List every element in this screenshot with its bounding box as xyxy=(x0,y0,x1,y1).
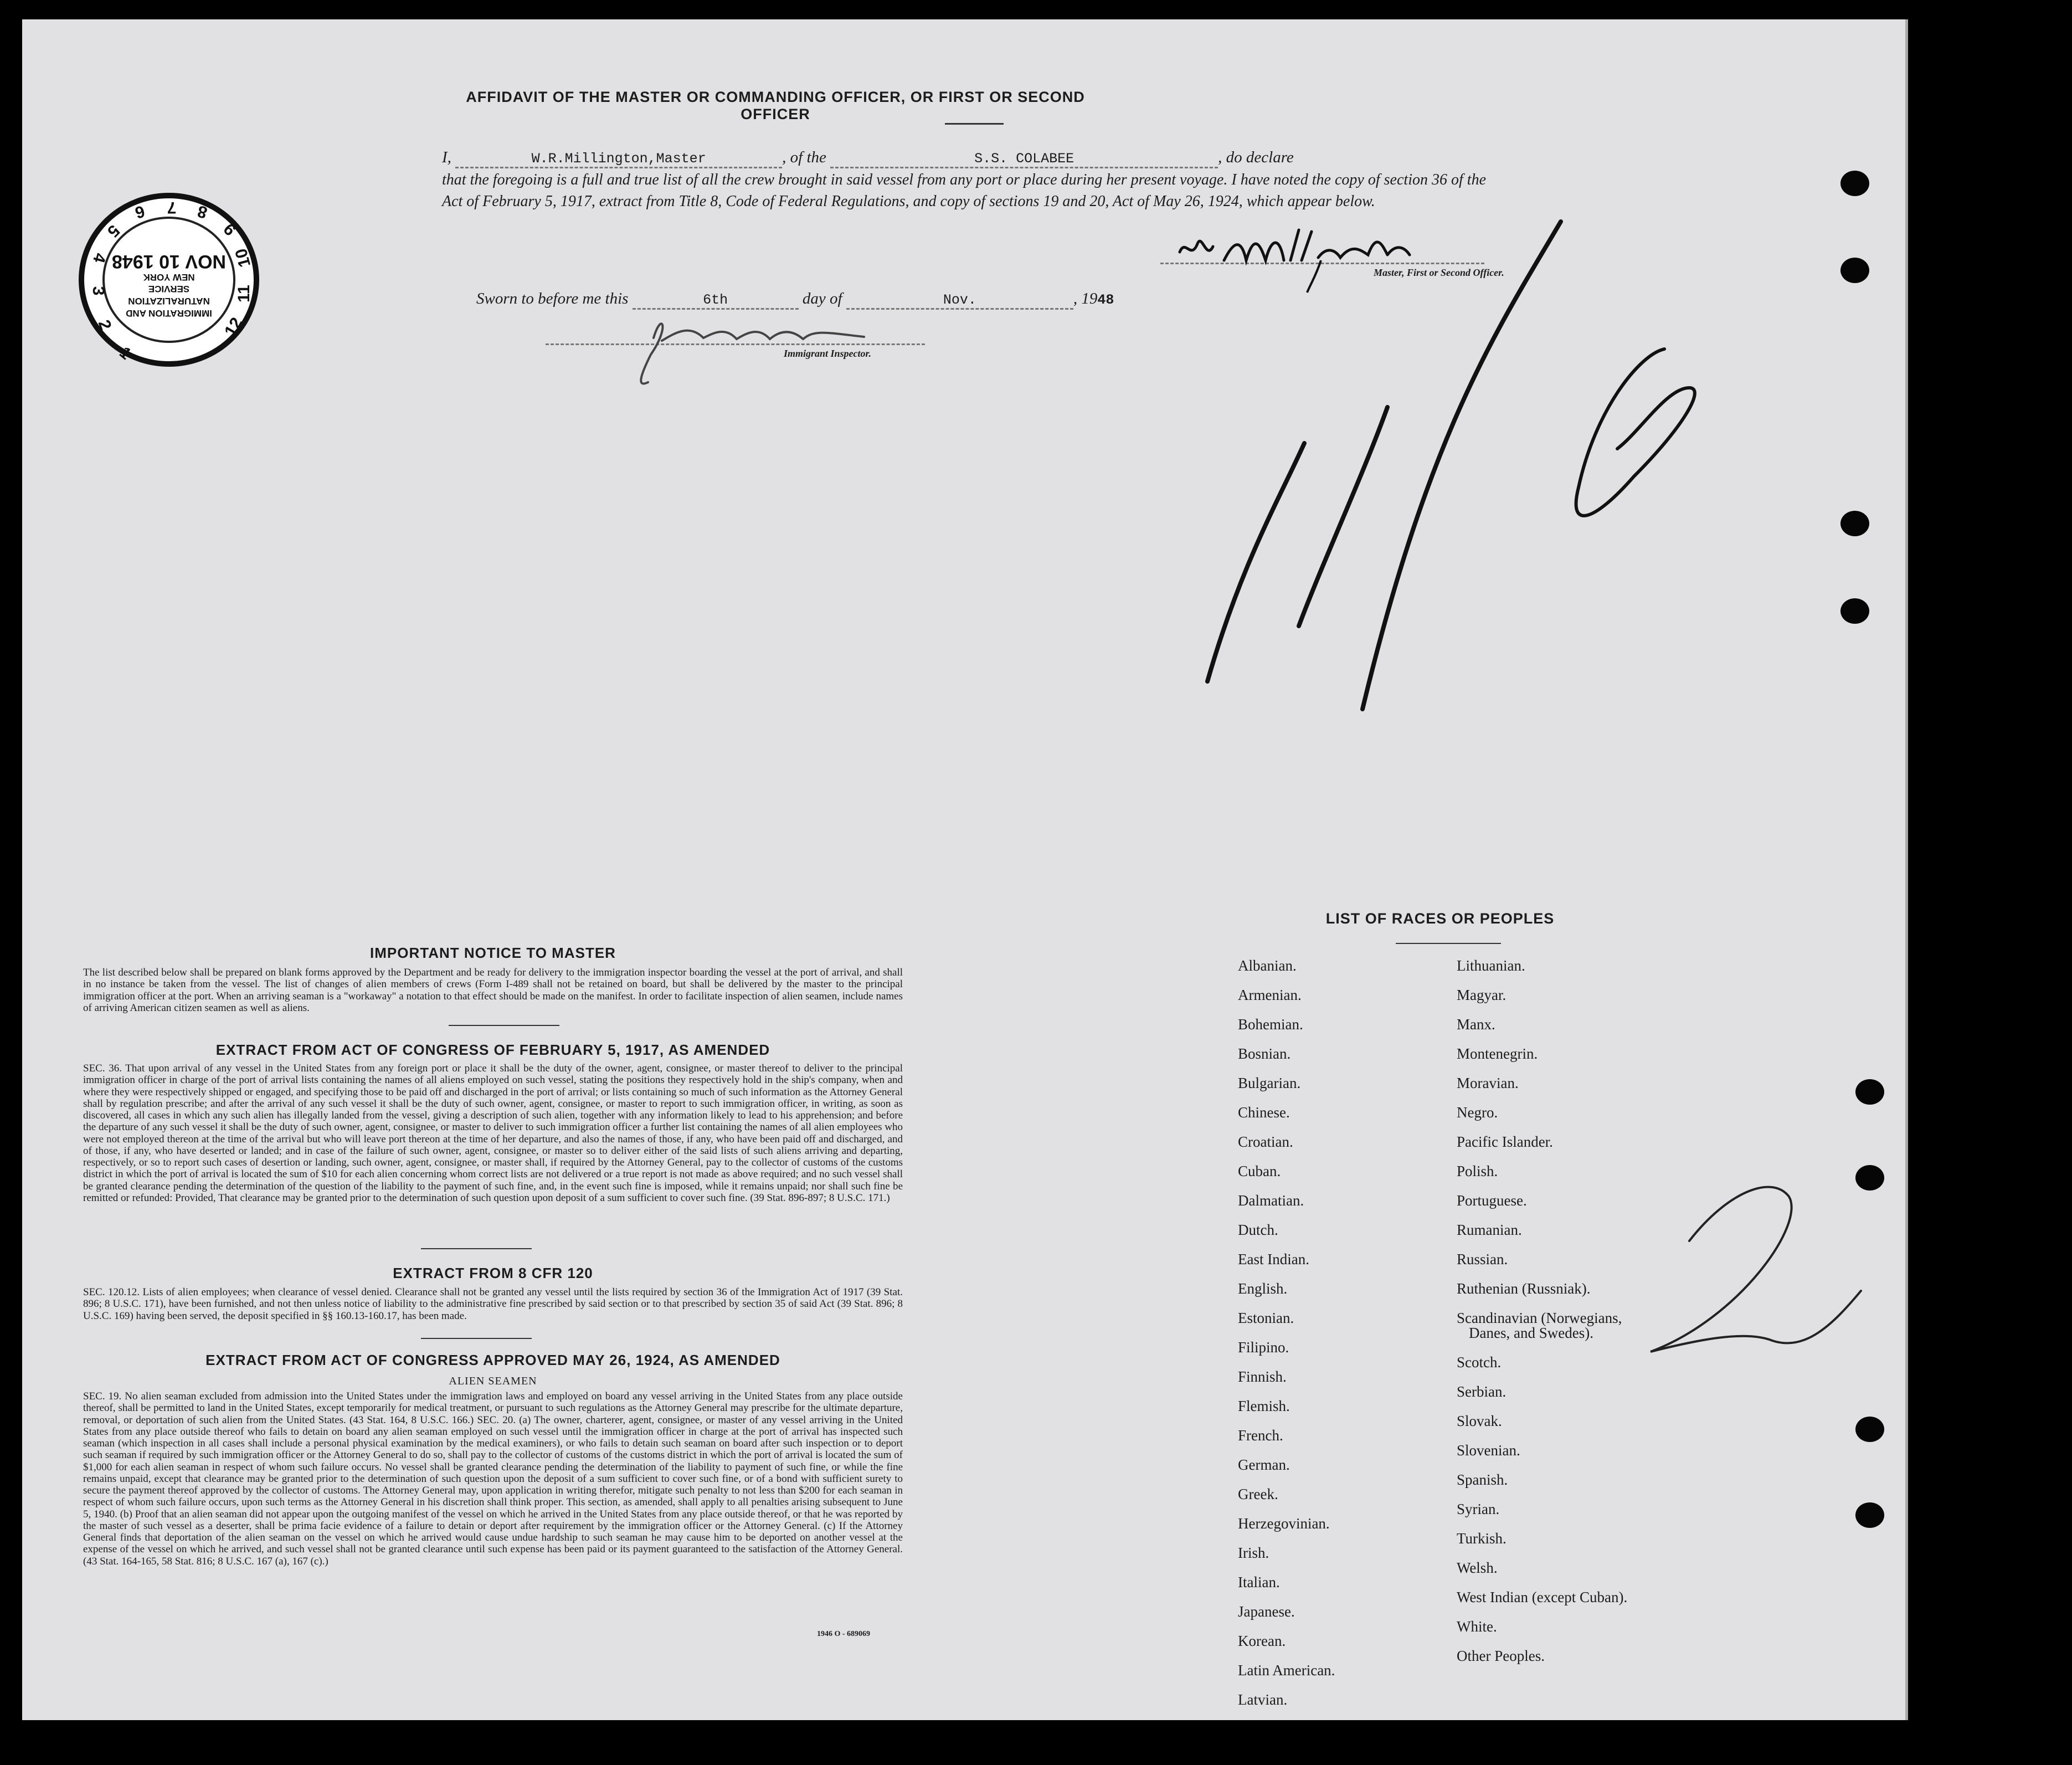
race-item: Magyar. xyxy=(1457,987,1507,1003)
extract-1924-subtitle: ALIEN SEAMEN xyxy=(449,1375,537,1387)
stamp-ring-number: 10 xyxy=(232,247,255,269)
race-item: Montenegrin. xyxy=(1457,1045,1538,1062)
race-item: Moravian. xyxy=(1457,1075,1519,1091)
race-item: Pacific Islander. xyxy=(1457,1133,1553,1150)
race-item: French. xyxy=(1238,1427,1283,1444)
race-item: Greek. xyxy=(1238,1486,1278,1502)
race-item: Latin American. xyxy=(1238,1662,1335,1679)
race-item: Bosnian. xyxy=(1238,1045,1291,1062)
notice-title: IMPORTANT NOTICE TO MASTER xyxy=(370,945,616,961)
do-declare-label: , do declare xyxy=(1218,148,1294,166)
divider xyxy=(1396,943,1501,944)
race-item: English. xyxy=(1238,1280,1288,1297)
declaration-text: that the foregoing is a full and true list of all the crew brought in said vessel from any port or place during her present voyage. I have noted the copy of section 36 of the Act of February 5, 1917, extract from Title 8, Code of Federal Regulations, and copy of sections 19 and 20, Act of May 26, 1924, which appear below. xyxy=(442,171,1486,210)
stamp-ring-number: 2 xyxy=(94,317,115,333)
race-item: Negro. xyxy=(1457,1104,1498,1121)
race-item: Ruthenian (Russniak). xyxy=(1457,1280,1591,1297)
day-of-label: day of xyxy=(802,290,842,307)
race-item: Turkish. xyxy=(1457,1530,1507,1547)
extract-1917-title: EXTRACT FROM ACT OF CONGRESS OF FEBRUARY 5, 1917, AS AMENDED xyxy=(215,1041,770,1058)
stamp-ring-number: 6 xyxy=(133,202,147,222)
race-item: Japanese. xyxy=(1238,1603,1295,1620)
race-item: Slovak. xyxy=(1457,1413,1502,1429)
stamp-date: NOV 10 1948 xyxy=(111,251,227,272)
vessel-name: S.S. COLABEE xyxy=(974,151,1074,167)
race-item: Irish. xyxy=(1238,1545,1269,1561)
stamp-ring-number: 11 xyxy=(235,285,253,302)
notice-text: The list described below shall be prepared on blank forms approved by the Department and be ready for delivery to the immigration inspector boarding the vessel at the port of arrival, and shall in no instance be taken from the vessel. The list of changes of alien members of crews (Form I-489 shall not be retained on board, but shall be delivered by the master to the principal immigration officer at the port. When an arriving seaman is a "workaway" a notation to that effect should be made on the manifest. In order to facilitate inspection of alien seamen, include names of arriving American citizen seamen as well as aliens. xyxy=(83,967,903,1014)
race-item: Dutch. xyxy=(1238,1222,1278,1238)
race-item: Manx. xyxy=(1457,1016,1495,1033)
races-right-column xyxy=(1457,957,1627,1677)
svg-text:NATURALIZATION: NATURALIZATION xyxy=(128,296,210,306)
race-item: Italian. xyxy=(1238,1574,1280,1590)
race-item: Cuban. xyxy=(1238,1163,1281,1179)
stamp-ring-number: 3 xyxy=(89,286,107,296)
race-item: Serbian. xyxy=(1457,1383,1507,1400)
race-item: Bulgarian. xyxy=(1238,1075,1301,1091)
extract-1924-text: SEC. 19. No alien seaman excluded from admission into the United States under the immigration laws and employed on board any vessel arriving in the United States from any place outside thereof, shall be permitted to land in the United States, except temporarily for medical treatment, or pursuant to such regulations as the Attorney General may prescribe for the ultimate departure, removal, or deportation of such alien from the United States. (43 Stat. 164, 8 U.S.C. 166.) SEC. 20. (a) The owner, charterer, agent, consignee, or master of any vessel arriving in the United States from any place outside thereof who fails to detain on board any alien seaman employed on such vessel until the immigration officer in charge at the port of arrival has inspected such seaman (which inspection in all cases shall include a personal physical examination by the medical examiners), or who fails to detain such seaman on board after such inspection or to deport such seaman if required by such immigration officer or the Attorney General to do so, shall pay to the collector of customs of the customs district in which the port of arrival is located the sum of $1,000 for each alien seaman in respect of whom such failure occurs. No vessel shall be granted clearance pending the determination of the liability to payment of such fine, or while the fine remains unpaid, except that clearance may be granted prior to the determination of such question upon the deposit of a sum sufficient to cover such fine, or of a bond with sufficient surety to secure the payment thereof approved by the collector of customs. The Attorney General may, upon application in writing therefor, mitigate such penalty to not less than $200 for each seaman in respect of whom such failure occurs, upon such terms as the Attorney General in his discretion shall think proper. This section, as amended, shall apply to all penalties arising subsequent to June 5, 1940. (b) Proof that an alien seaman did not appear upon the outgoing manifest of the vessel on which he arrived in the United States from any place outside thereof, or that he was reported by the master of such vessel as a deserter, shall be prima facie evidence of a failure to detain or deport after requirement by the immigration officer or the Attorney General. (c) If the Attorney General finds that deportation of the alien seaman on the vessel on which he arrived would cause undue hardship to such seaman he may cause him to be deported on another vessel at the expense of the vessel on which he arrived, and such vessel shall not be granted clearance until such expense has been paid or its payment guaranteed to the satisfaction of the Attorney General. (43 Stat. 164-165, 58 Stat. 816; 8 U.S.C. 167 (a), 167 (c).) xyxy=(83,1391,903,1567)
inspector-caption: Immigrant Inspector. xyxy=(784,348,872,359)
master-name: W.R.Millington,Master xyxy=(531,151,706,167)
race-item: Dalmatian. xyxy=(1238,1192,1304,1209)
race-item: White. xyxy=(1457,1618,1497,1635)
race-item: Finnish. xyxy=(1238,1368,1287,1385)
race-item: Scandinavian (Norwegians, xyxy=(1457,1310,1622,1326)
stamp-ring-number: 9 xyxy=(220,219,240,239)
race-item: Danes, and Swedes). xyxy=(1469,1325,1593,1341)
race-item: Welsh. xyxy=(1457,1559,1498,1576)
race-item: Other Peoples. xyxy=(1457,1648,1545,1664)
race-item: West Indian (except Cuban). xyxy=(1457,1589,1628,1605)
stamp-ring-number: 7 xyxy=(167,198,177,217)
race-item: Albanian. xyxy=(1238,957,1297,974)
sworn-label: Sworn to before me this xyxy=(476,290,629,307)
year-prefix: , 19 xyxy=(1073,290,1098,307)
race-item: Latvian. xyxy=(1238,1691,1288,1708)
race-item: Scotch. xyxy=(1457,1354,1502,1371)
race-item: Polish. xyxy=(1457,1163,1498,1179)
race-item: Lithuanian. xyxy=(1457,957,1525,974)
race-item: Rumanian. xyxy=(1457,1222,1522,1238)
race-item: Chinese. xyxy=(1238,1104,1290,1121)
race-item: Flemish. xyxy=(1238,1398,1290,1414)
race-item: Bohemian. xyxy=(1238,1016,1303,1033)
race-item: Korean. xyxy=(1238,1633,1286,1649)
stamp-ring-number: 12 xyxy=(221,314,246,340)
stamp-ring-number: 4 xyxy=(89,251,110,265)
race-item: German. xyxy=(1238,1456,1290,1473)
extract-cfr-title: EXTRACT FROM 8 CFR 120 xyxy=(393,1265,593,1281)
race-item: Slovenian. xyxy=(1457,1442,1520,1459)
race-item: Portuguese. xyxy=(1457,1192,1527,1209)
race-item: East Indian. xyxy=(1238,1251,1309,1268)
divider xyxy=(449,1025,559,1026)
race-item: Herzegovinian. xyxy=(1238,1515,1330,1532)
race-item: Spanish. xyxy=(1457,1471,1508,1488)
divider xyxy=(421,1338,532,1339)
print-code: 1946 O - 689069 xyxy=(817,1630,871,1638)
race-item: Armenian. xyxy=(1238,987,1302,1003)
svg-text:NEW YORK: NEW YORK xyxy=(143,272,195,283)
stamp-ring-number: 5 xyxy=(104,221,124,241)
race-item: Estonian. xyxy=(1238,1310,1294,1326)
races-title: LIST OF RACES OR PEOPLES xyxy=(1325,910,1555,927)
svg-text:SERVICE: SERVICE xyxy=(148,284,190,294)
extract-1917-text: SEC. 36. That upon arrival of any vessel in the United States from any foreign port or place it shall be the duty of the owner, agent, consignee, or master thereof to deliver to the principal immigration officer in charge of the port of arrival lists containing the names of all aliens employed on such vessel, stating the positions they respectively hold in the ship's company, when and where they were respectively shipped or engaged, and specifying those to be paid off and discharged in the port of arrival; or lists containing so much of such information as the Attorney General shall by regulation prescribe; and after the arrival of any such vessel it shall be the duty of such owner, agent, consignee, or master to report to such immigration officer, in writing, as soon as discovered, all cases in which any such alien has illegally landed from the vessel, giving a description of such alien, together with any information likely to lead to his apprehension; and before the departure of any such vessel it shall be the duty of such owner, agent, consignee, or master to deliver to such immigration officer a further list containing the names of all alien employees who were not employed thereon at the time of the arrival but who will leave port thereon at the time of her departure, and also the names of those, if any, who have been paid off and discharged, and of those, if any, who have deserted or landed; and in case of the failure of such owner, agent, consignee, or master so to deliver either of the said lists of such aliens arriving and departing, respectively, or so to report such cases of desertion or landing, such owner, agent, consignee, or master shall, if required by the Attorney General, pay to the collector of customs of the customs district in which the port of arrival is located the sum of $10 for each alien concerning whom correct lists are not delivered or a true report is not made as above required; and no such vessel shall be granted clearance pending the determination of the question of the liability to the payment of such fine, and, in the event such fine is imposed, while it remains unpaid; nor shall such fine be remitted or refunded: Provided, That clearance may be granted prior to the determination of such question upon deposit of a sum sufficient to cover such fine. (39 Stat. 896-897; 8 U.S.C. 171.) xyxy=(83,1063,903,1204)
stamp-ring-number: 1 xyxy=(116,343,135,363)
race-item: Russian. xyxy=(1457,1251,1508,1268)
of-the-label: , of the xyxy=(782,148,826,166)
stamp-ring-number: 8 xyxy=(196,202,209,222)
race-item: Filipino. xyxy=(1238,1339,1289,1356)
extract-cfr-text: SEC. 120.12. Lists of alien employees; when clearance of vessel denied. Clearance shall not be granted any vessel until the lists required by section 36 of the Immigration Act of 1917 (39 Stat. 896; 8 U.S.C. 171), have been furnished, and not then unless notice of liability to the administrative fine prescribed by said section or to that prescribed by section 35 of said Act (39 Stat. 896; 8 U.S.C. 169) having been served, the deposit specified in §§ 160.13-160.17, has been made. xyxy=(83,1286,903,1322)
sworn-year-suffix: 48 xyxy=(1097,292,1114,308)
race-item: Croatian. xyxy=(1238,1133,1293,1150)
sworn-month: Nov. xyxy=(943,292,976,308)
svg-text:IMMIGRATION AND: IMMIGRATION AND xyxy=(126,308,212,319)
race-item: Syrian. xyxy=(1457,1501,1500,1517)
extract-1924-title: EXTRACT FROM ACT OF CONGRESS APPROVED MAY 26, 1924, AS AMENDED xyxy=(205,1352,780,1368)
intro-i: I, xyxy=(442,148,451,166)
divider xyxy=(421,1248,532,1249)
signature-caption: Master, First or Second Officer. xyxy=(1374,267,1504,278)
affidavit-title: AFFIDAVIT OF THE MASTER OR COMMANDING OFFICER, OR FIRST OR SECOND OFFICER xyxy=(466,89,1085,122)
sworn-day: 6th xyxy=(703,292,728,308)
races-left-column xyxy=(1238,957,1335,1721)
